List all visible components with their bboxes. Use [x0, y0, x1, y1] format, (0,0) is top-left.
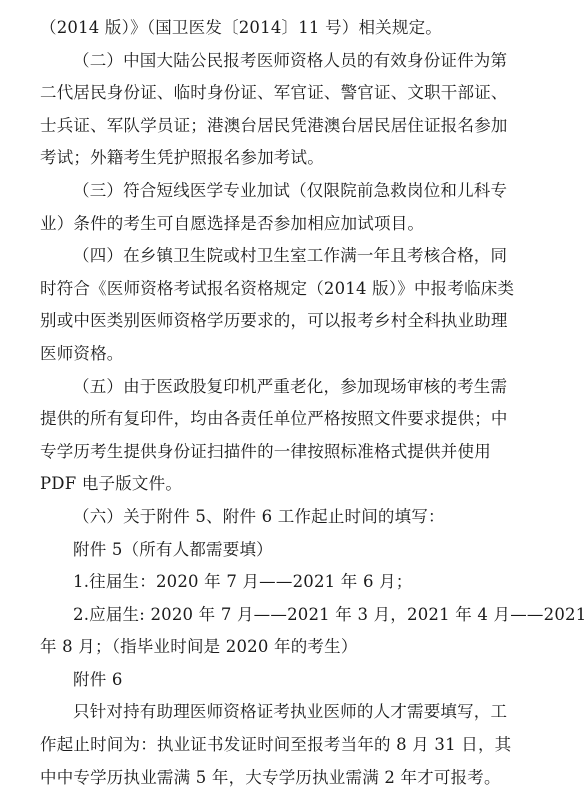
- text-line-regulation-ref: （2014 版）》（国卫医发〔2014〕11 号）相关规定。: [40, 18, 442, 37]
- paragraph-2-line-4: 考试；外籍考生凭护照报名参加考试。: [40, 148, 324, 168]
- attachment-6-heading: 附件 6: [73, 669, 123, 689]
- paragraph-5-line-2: 提供的所有复印件，均由各责任单位严格按照文件要求提供；中: [40, 409, 508, 429]
- paragraph-4-line-1: （四）在乡镇卫生院或村卫生室工作满一年且考核合格，同: [73, 246, 508, 266]
- paragraph-3-line-1: （三）符合短线医学专业加试（仅限院前急救岗位和儿科专: [73, 180, 508, 200]
- attachment-6-line-2: 作起止时间为：执业证书发证时间至报考当年的 8 月 31 日，其: [40, 735, 512, 755]
- paragraph-6-heading: （六）关于附件 5、附件 6 工作起止时间的填写：: [73, 506, 445, 526]
- attachment-5-heading: 附件 5（所有人都需要填）: [73, 539, 273, 559]
- paragraph-4-line-2: 时符合《医师资格考试报名资格规定（2014 版）》中报考临床类: [40, 278, 515, 298]
- paragraph-5-line-1: （五）由于医政股复印机严重老化，参加现场审核的考生需: [73, 376, 508, 396]
- paragraph-3-line-2: 业）条件的考生可自愿选择是否参加相应加试项目。: [40, 213, 425, 233]
- attachment-5-item-2-line-1: 2.应届生: 2020 年 7 月——2021 年 3 月，2021 年 4 月——2021: [73, 604, 586, 624]
- paragraph-4-line-3: 别或中医类别医师资格学历要求的，可以报考乡村全科执业助理: [40, 311, 508, 331]
- attachment-6-line-3: 中中专学历执业需满 5 年，大专学历执业需满 2 年才可报考。: [40, 767, 501, 787]
- paragraph-4-line-4: 医师资格。: [40, 343, 124, 363]
- paragraph-2-line-1: （二）中国大陆公民报考医师资格人员的有效身份证件为第: [73, 50, 508, 70]
- paragraph-5-line-3: 专学历考生提供身份证扫描件的一律按照标准格式提供并使用: [40, 441, 491, 461]
- paragraph-5-line-4: PDF 电子版文件。: [40, 474, 183, 494]
- attachment-6-line-1: 只针对持有助理医师资格证考执业医师的人才需要填写，工: [73, 702, 508, 722]
- attachment-5-item-2-line-2: 年 8 月；（指毕业时间是 2020 年的考生）: [40, 637, 358, 657]
- paragraph-2-line-2: 二代居民身份证、临时身份证、军官证、警官证、文职干部证、: [40, 83, 508, 103]
- paragraph-2-line-3: 士兵证、军队学员证；港澳台居民凭港澳台居民居住证报名参加: [40, 115, 508, 135]
- attachment-5-item-1: 1.往届生：2020 年 7 月——2021 年 6 月；: [73, 572, 413, 592]
